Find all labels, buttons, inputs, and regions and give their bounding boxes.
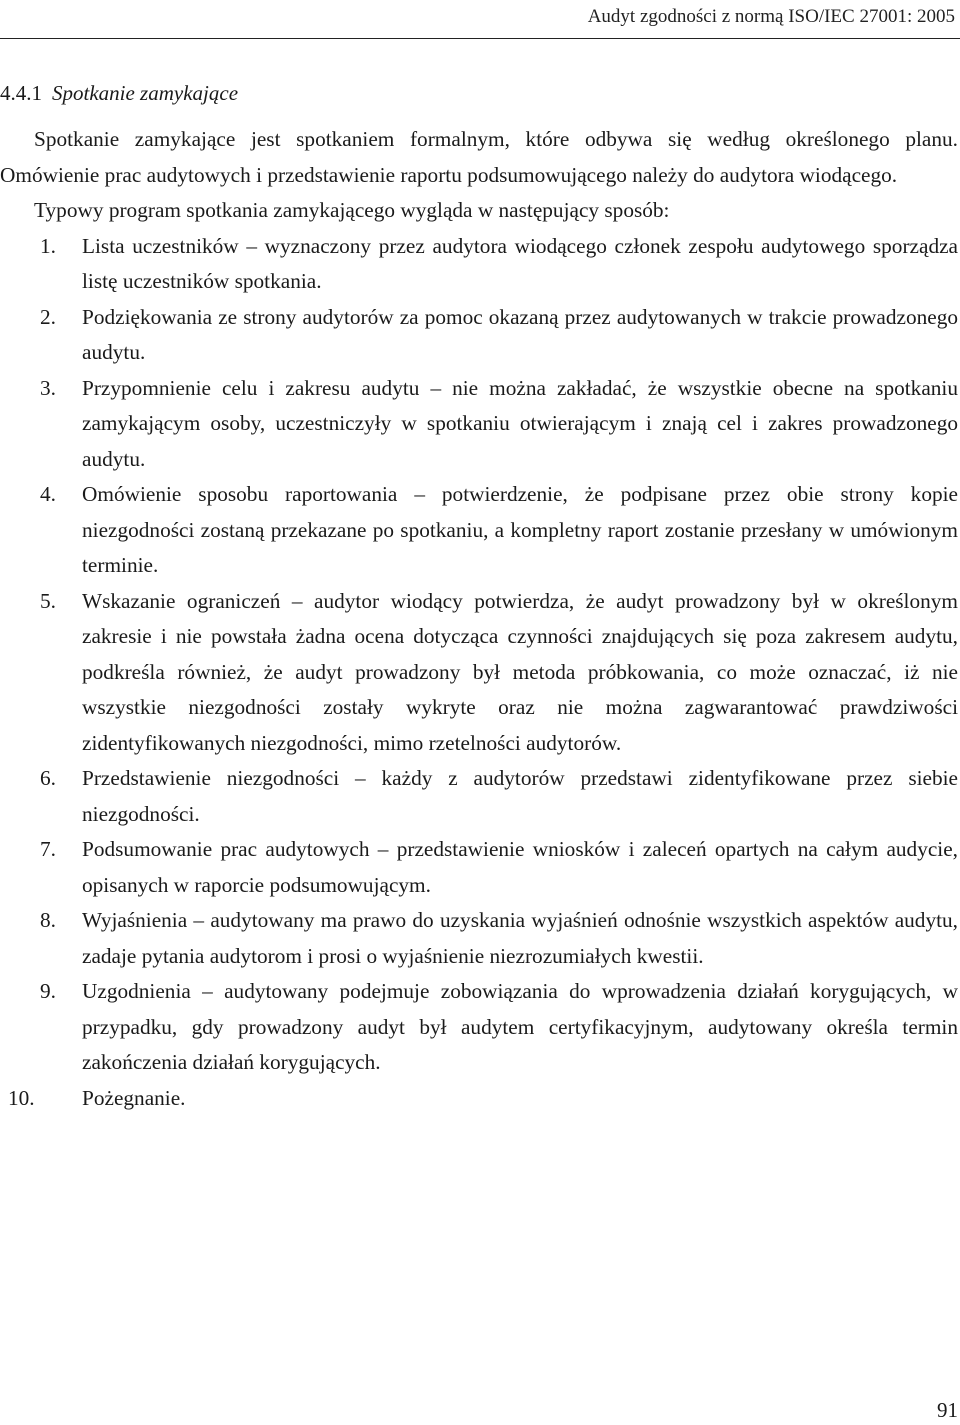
- list-item-text: Podziękowania ze strony audytorów za pomoc okazaną przez audytowanych w trakcie prowadzonego audytu.: [82, 304, 958, 364]
- list-item-text: Omówienie sposobu raportowania – potwierdzenie, że podpisane przez obie strony kopie niezgodności zostaną przekazane po spotkaniu, a kompletny raport zostanie przesłany w umówionym terminie.: [82, 482, 958, 577]
- list-item-text: Wyjaśnienia – audytowany ma prawo do uzyskania wyjaśnień odnośnie wszystkich aspektów audytu, zadaje pytania audytorom i prosi o wyjaśnienie niezrozumiałych kwestii.: [82, 908, 958, 968]
- list-item-number: 6.: [40, 766, 56, 790]
- header-rule: [0, 38, 960, 39]
- list-item-text: Pożegnanie.: [82, 1085, 186, 1110]
- list-item: [0, 477, 958, 584]
- list-item: [0, 371, 958, 478]
- body-text: [0, 122, 958, 1116]
- section-heading: [0, 78, 238, 108]
- program-intro-paragraph: Typowy program spotkania zamykającego wygląda w następujący sposób:: [34, 198, 670, 222]
- agenda-list: [0, 229, 958, 1117]
- list-item: [0, 1081, 958, 1117]
- list-item-text: Wskazanie ograniczeń – audytor wiodący potwierdza, że audyt prowadzony był w określonym zakresie i nie powstała żadna ocena dotycząca czynności znajdujących się poza zakresem audytu, podkreśla również, że audyt prowadzony był metoda próbkowania, co może oznaczać, iż nie wszystkie niezgodności zostały wykryte oraz nie można zagwarantować prawdziwości zidentyfikowanych niezgodności, mimo rzetelności audytorów.: [82, 588, 958, 755]
- list-item: [0, 832, 958, 903]
- list-item-number: 9.: [40, 979, 56, 1003]
- section-title: Spotkanie zamykające: [52, 81, 239, 105]
- list-item-text: Lista uczestników – wyznaczony przez audytora wiodącego członek zespołu audytowego sporządza listę uczestników spotkania.: [82, 233, 958, 293]
- list-item-number: 3.: [40, 375, 56, 400]
- list-item-number: 1.: [40, 233, 56, 258]
- list-item-text: Podsumowanie prac audytowych – przedstawienie wniosków i zaleceń opartych na całym audycie, opisanych w raporcie podsumowującym.: [82, 837, 958, 897]
- list-item: [0, 761, 958, 832]
- list-item: [0, 229, 958, 300]
- list-item-number: 5.: [40, 588, 56, 613]
- page-number: 91: [937, 1398, 958, 1422]
- list-item: [0, 300, 958, 371]
- list-item: [0, 903, 958, 974]
- list-item-number: 4.: [40, 482, 56, 506]
- list-item-text: Przypomnienie celu i zakresu audytu – nie można zakładać, że wszystkie obecne na spotkaniu zamykającym osoby, uczestniczyły w spotkaniu otwierającym i znają cel i zakres prowadzonego audytu.: [82, 375, 958, 471]
- list-item-number: 7.: [40, 837, 56, 861]
- intro-paragraph: Spotkanie zamykające jest spotkaniem formalnym, które odbywa się według określonego planu. Omówienie prac audytowych i przedstawienie raportu podsumowującego należy do audytora wiodącego.: [0, 127, 958, 187]
- list-item: [0, 584, 958, 762]
- section-number: 4.4.1: [0, 81, 42, 105]
- list-item-number: 10.: [8, 1085, 35, 1110]
- list-item-number: 8.: [40, 908, 56, 932]
- list-item: [0, 974, 958, 1081]
- list-item-text: Uzgodnienia – audytowany podejmuje zobowiązania do wprowadzenia działań korygujących, w przypadku, gdy prowadzony audyt był audytem certyfikacyjnym, audytowany określa termin zakończenia działań korygujących.: [82, 979, 958, 1074]
- list-item-number: 2.: [40, 304, 56, 329]
- running-header: Audyt zgodności z normą ISO/IEC 27001: 2005: [587, 6, 955, 27]
- list-item-text: Przedstawienie niezgodności – każdy z audytorów przedstawi zidentyfikowane przez siebie niezgodności.: [82, 766, 958, 826]
